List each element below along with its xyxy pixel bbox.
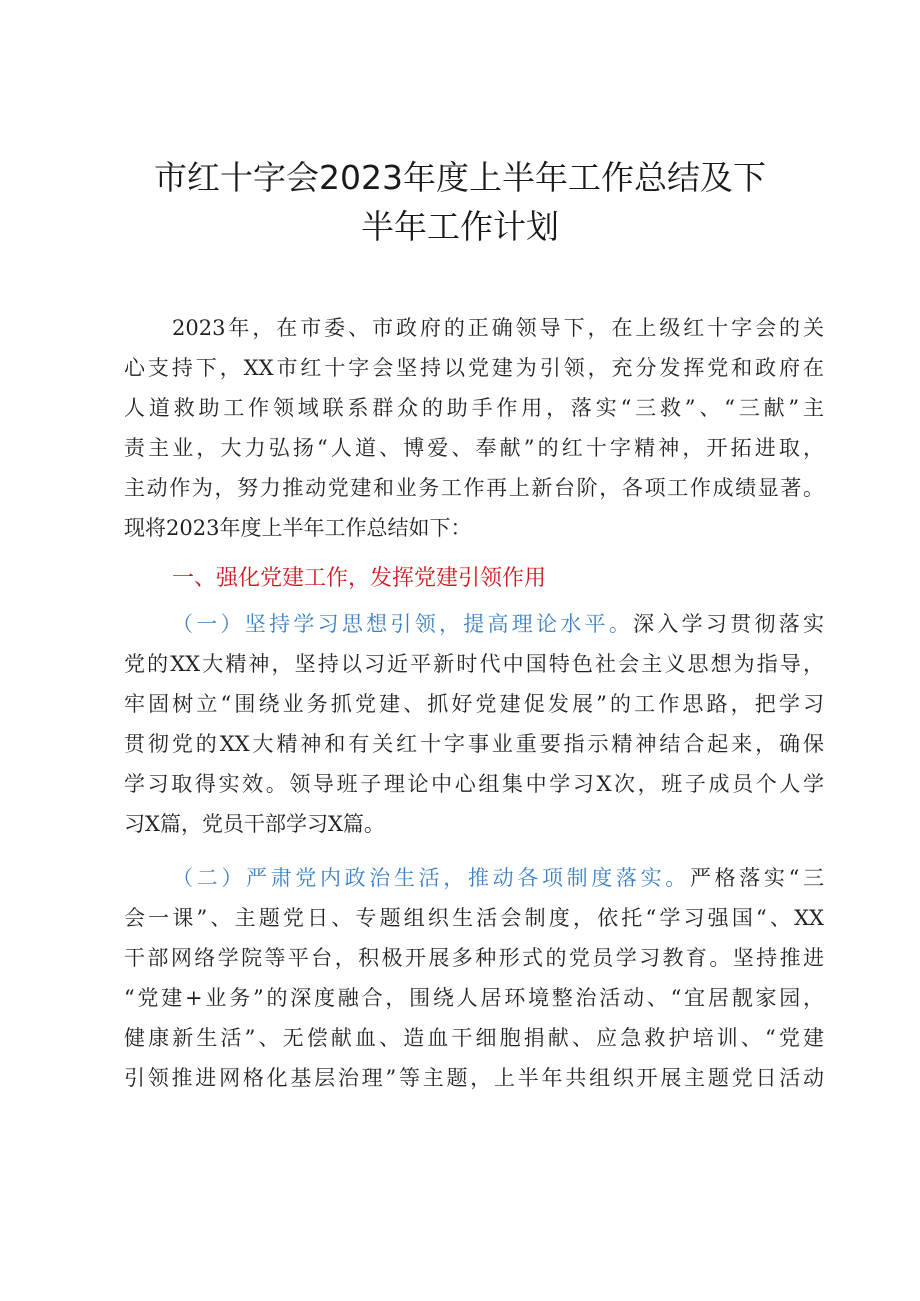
section-1-line: 习X篇，党员干部学习X篇。 [124, 812, 385, 836]
section-2-line: 干部网络学院等平台，积极开展多种形式的党员学习教育。坚持推进 [124, 946, 824, 970]
section-1-subtitle: （一）坚持学习思想引领，提高理论水平。 [172, 612, 634, 636]
section-1-line: 学习取得实效。领导班子理论中心组集中学习X次，班子成员个人学 [124, 772, 824, 796]
intro-line: 人道救助工作领域联系群众的助手作用，落实“三救”、“三献”主 [124, 396, 824, 420]
section-2-first-line [172, 862, 824, 894]
document-title-line-1: 市红十字会2023年度上半年工作总结及下 [154, 158, 766, 197]
document-title-line-2: 半年工作计划 [361, 207, 559, 246]
section-1-first-line [172, 608, 824, 640]
section-1-first-line-rest: 深入学习贯彻落实 [633, 612, 825, 636]
section-heading-1: 一、强化党建工作，发挥党建引领作用 [172, 566, 547, 591]
section-1-line: 牢固树立“围绕业务抓党建、抓好党建促发展”的工作思路，把学习 [124, 692, 824, 716]
section-1-line: 党的XX大精神，坚持以习近平新时代中国特色社会主义思想为指导， [124, 652, 824, 676]
section-2-subtitle: （二）严肃党内政治生活，推动各项制度落实。 [172, 866, 690, 890]
intro-line: 现将2023年度上半年工作总结如下： [124, 516, 472, 540]
section-2-line: 会一课”、主题党日、专题组织生活会制度，依托“学习强国“、XX [124, 906, 824, 930]
intro-line: 2023年，在市委、市政府的正确领导下，在上级红十字会的关 [172, 316, 824, 340]
intro-line: 责主业，大力弘扬“人道、博爱、奉献”的红十字精神，开拓进取， [124, 436, 824, 460]
section-2-line: 健康新生活”、无偿献血、造血干细胞捐献、应急救护培训、“党建 [124, 1026, 824, 1050]
intro-line: 心支持下，XX市红十字会坚持以党建为引领，充分发挥党和政府在 [124, 356, 824, 380]
section-2-line: 引领推进网格化基层治理”等主题，上半年共组织开展主题党日活动 [124, 1066, 824, 1090]
section-2-first-line-rest: 严格落实“三 [689, 866, 824, 890]
section-2-line: “党建+业务”的深度融合，围绕人居环境整治活动、“宜居靓家园， [124, 986, 824, 1010]
section-1-line: 贯彻党的XX大精神和有关红十字事业重要指示精神结合起来，确保 [124, 732, 824, 756]
intro-line: 主动作为，努力推动党建和业务工作再上新台阶，各项工作成绩显著。 [124, 476, 824, 500]
